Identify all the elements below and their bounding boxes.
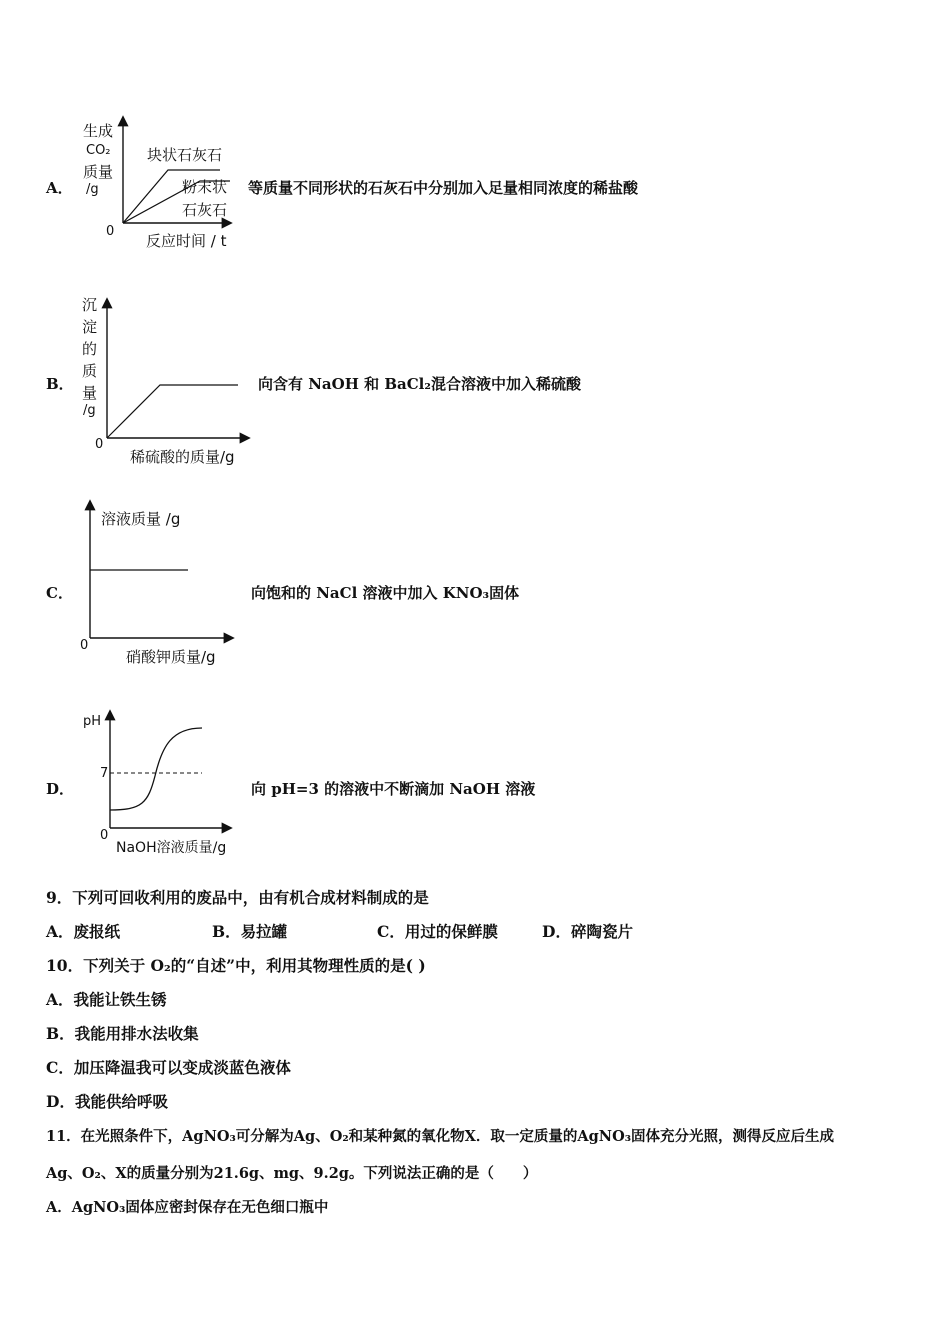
option-b-letter: B． (46, 375, 74, 393)
option-a-letter: A． (46, 179, 73, 197)
q9-option-c: C．用过的保鲜膜 (377, 922, 498, 941)
graph-b-origin: 0 (95, 437, 104, 452)
q9-option-a: A．废报纸 (46, 922, 121, 941)
graph-a-ylabel-4: /g (86, 182, 99, 197)
option-b-description: 向含有 NaOH 和 BaCl₂混合溶液中加入稀硫酸 (258, 375, 581, 393)
graph-a-origin: 0 (106, 224, 115, 239)
graph-b-axes (80, 290, 255, 470)
q11-stem-line1: 11．在光照条件下，AgNO₃可分解为Ag、O₂和某种氮的氧化物X．取一定质量的AgNO₃固体充分光照，测得反应后生成 (46, 1128, 835, 1145)
graph-a-series-2a: 粉末状 (182, 178, 228, 196)
graph-b-ylabel-5: 量 (82, 384, 98, 402)
graph-c (75, 498, 250, 673)
graph-d-ylabel: pH (83, 714, 102, 729)
option-d-letter: D． (46, 780, 75, 798)
graph-a-xlabel: 反应时间 / t (146, 232, 227, 250)
q9-stem: 9．下列可回收利用的废品中，由有机合成材料制成的是 (46, 888, 429, 907)
q11-stem-line2: Ag、O₂、X的质量分别为21.6g、mg、9.2g。下列说法正确的是（ ） (46, 1165, 538, 1182)
graph-d-xlabel: NaOH溶液质量/g (116, 840, 227, 856)
graph-d-tick-7: 7 (100, 766, 109, 781)
graph-a-ylabel-3: 质量 (83, 163, 114, 181)
q9-option-b: B．易拉罐 (212, 922, 288, 941)
q11-option-a: A．AgNO₃固体应密封保存在无色细口瓶中 (46, 1199, 329, 1216)
graph-d (80, 708, 255, 863)
graph-b-ylabel-4: 质 (82, 362, 98, 380)
q10-option-d: D．我能供给呼吸 (46, 1092, 168, 1111)
titration-curve (110, 728, 202, 810)
graph-b-ylabel-1: 沉 (82, 296, 98, 314)
q10-stem: 10．下列关于 O₂的“自述”中，利用其物理性质的是( ) (46, 956, 426, 975)
option-c-description: 向饱和的 NaCl 溶液中加入 KNO₃固体 (251, 584, 520, 602)
q10-option-b: B．我能用排水法收集 (46, 1024, 199, 1043)
option-c-letter: C． (46, 584, 73, 602)
graph-a-ylabel-2: CO₂ (86, 143, 111, 158)
graph-c-xlabel: 硝酸钾质量/g (126, 648, 216, 666)
option-d-description: 向 pH=3 的溶液中不断滴加 NaOH 溶液 (251, 780, 536, 798)
graph-c-origin: 0 (80, 638, 89, 653)
q9-option-d: D．碎陶瓷片 (542, 922, 633, 941)
graph-b-ylabel-3: 的 (82, 340, 98, 358)
graph-c-ylabel: 溶液质量 /g (101, 510, 181, 528)
graph-d-origin: 0 (100, 828, 109, 843)
q10-option-a: A．我能让铁生锈 (46, 990, 167, 1009)
graph-b (80, 290, 255, 470)
graph-b-ylabel-6: /g (83, 403, 96, 418)
q10-option-c: C．加压降温我可以变成淡蓝色液体 (46, 1058, 291, 1077)
graph-a-ylabel-1: 生成 (83, 122, 114, 140)
graph-a-series-1: 块状石灰石 (147, 146, 223, 164)
graph-a-series-2b: 石灰石 (182, 201, 228, 219)
graph-a (80, 118, 250, 253)
precipitate-line (107, 385, 238, 438)
graph-b-ylabel-2: 淀 (82, 318, 98, 336)
graph-b-xlabel: 稀硫酸的质量/g (130, 448, 235, 466)
option-a-description: 等质量不同形状的石灰石中分别加入足量相同浓度的稀盐酸 (248, 179, 639, 197)
